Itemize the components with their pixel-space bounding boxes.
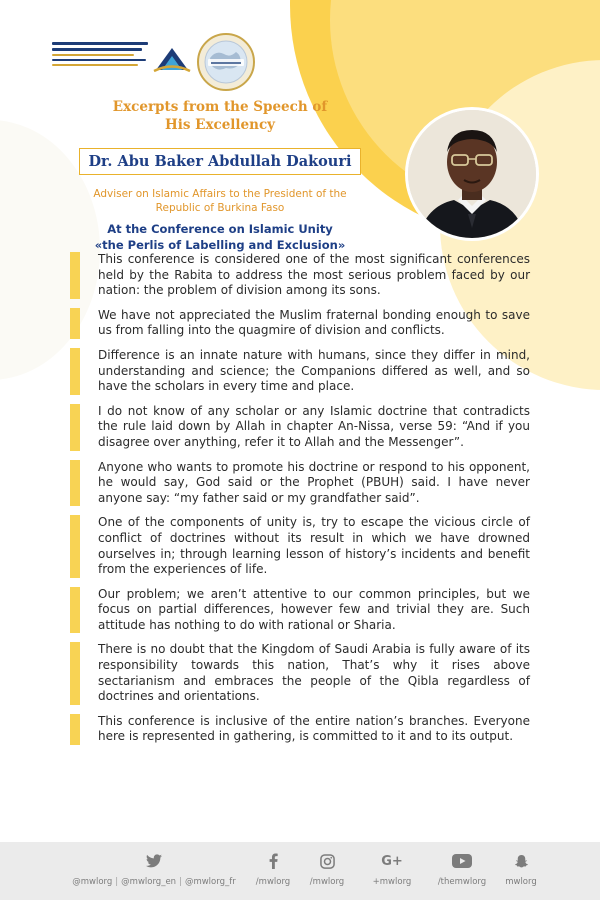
twitter-handle-main[interactable]: @mwlorg (72, 877, 113, 887)
twitter-icon (146, 854, 162, 868)
speech-paragraph (70, 252, 530, 299)
speaker-portrait-illustration (408, 110, 536, 238)
google-plus-handle[interactable]: +mwlorg (372, 877, 412, 887)
conference-title-line1: At the Conference on Islamic Unity (107, 222, 333, 236)
paragraph-text: This conference is inclusive of the entire nation’s branches. Everyone here is represented in gathering, is committed to it and to its output. (98, 713, 530, 744)
twitter-handle-fr[interactable]: @mwlorg_fr (184, 877, 236, 887)
speaker-portrait (408, 110, 536, 238)
snapchat-handle[interactable]: mwlorg (505, 877, 537, 887)
paragraph-accent-bar (70, 460, 80, 507)
paragraph-accent-bar (70, 308, 80, 339)
instagram-icon (320, 854, 335, 869)
youtube-icon (452, 854, 472, 868)
paragraph-accent-bar (70, 404, 80, 451)
youtube-handle[interactable]: /themwlorg (437, 877, 487, 887)
conference-title (50, 221, 390, 253)
speech-paragraph (70, 460, 530, 507)
instagram-handle[interactable]: /mwlorg (309, 877, 345, 887)
conference-title-line2: «the Perlis of Labelling and Exclusion» (94, 238, 346, 252)
conference-logo-mark-icon (152, 40, 192, 74)
mwl-logo-icon (196, 32, 256, 92)
speech-paragraph (70, 404, 530, 451)
paragraph-text: One of the components of unity is, try to escape the vicious circle of conflict of doctrines without its result in which we have drowned ourselves in; through learning lesson of history’s incidents and benefit from the experiences of life. (98, 515, 530, 577)
conference-logo (52, 40, 192, 82)
speaker-role: Adviser on Islamic Affairs to the President of the Republic of Burkina Faso (93, 188, 347, 214)
paragraph-accent-bar (70, 714, 80, 745)
paragraph-accent-bar (70, 642, 80, 704)
facebook-link[interactable] (248, 852, 298, 892)
speech-paragraph (70, 587, 530, 634)
paragraph-text: Our problem; we aren’t attentive to our common principles, but we focus on partial differences, however few and trivial they are. Such attitude has nothing to do with rational or Sharia. (98, 586, 530, 632)
twitter-handle-en[interactable]: @mwlorg_en (121, 877, 177, 887)
paragraph-accent-bar (70, 587, 80, 634)
paragraph-text: There is no doubt that the Kingdom of Saudi Arabia is fully aware of its responsibility towards this nation, That’s why it rises above sectarianism and embraces the people of the Qibla regardless of doctrines and orientations. (98, 642, 530, 704)
paragraph-accent-bar (70, 252, 80, 299)
paragraph-text: This conference is considered one of the most significant conferences held by the Rabita to address the most serious problem faced by our nation: the problem of division among its sons. (98, 252, 530, 298)
paragraph-text: Anyone who wants to promote his doctrine or respond to his opponent, he would say, God said or the Prophet (PBUH) said. I have never anyone say: “my father said or my grandfather said”. (98, 459, 530, 505)
speech-paragraph (70, 642, 530, 704)
google-plus-link[interactable] (366, 852, 418, 892)
paragraph-accent-bar (70, 348, 80, 395)
facebook-icon (269, 853, 278, 869)
speech-paragraph (70, 714, 530, 745)
excerpt-title: Excerpts from the Speech of His Excellency (112, 99, 328, 133)
speech-paragraph (70, 348, 530, 395)
social-footer (0, 842, 600, 900)
paragraph-text: We have not appreciated the Muslim fraternal bonding enough to save us from falling into the quagmire of division and conflicts. (98, 307, 530, 338)
paragraph-text: I do not know of any scholar or any Islamic doctrine that contradicts the rule laid down by Allah in chapter An-Nissa, verse 59: “And if you disagree over anything, refer it to Allah and the Messenger”. (98, 403, 530, 449)
snapchat-link[interactable] (498, 852, 544, 892)
twitter-link[interactable]: @mwlorg | @mwlorg_en | @mwlorg_fr (44, 852, 264, 892)
paragraph-text: Difference is an innate nature with humans, since they differ in mind, understanding and science; the Companions differed as well, and so have the scholars in every time and place. (98, 347, 530, 394)
conference-logo-text-lines (52, 42, 150, 69)
speech-paragraph (70, 308, 530, 339)
youtube-link[interactable] (432, 852, 492, 892)
speech-excerpts (70, 252, 530, 754)
snapchat-icon (514, 854, 529, 869)
title-block (50, 98, 390, 253)
google-plus-icon: G+ (381, 853, 403, 869)
facebook-handle[interactable]: /mwlorg (255, 877, 291, 887)
instagram-link[interactable] (302, 852, 352, 892)
speech-paragraph (70, 515, 530, 577)
paragraph-accent-bar (70, 515, 80, 577)
speaker-name: Dr. Abu Baker Abdullah Dakouri (79, 148, 360, 175)
